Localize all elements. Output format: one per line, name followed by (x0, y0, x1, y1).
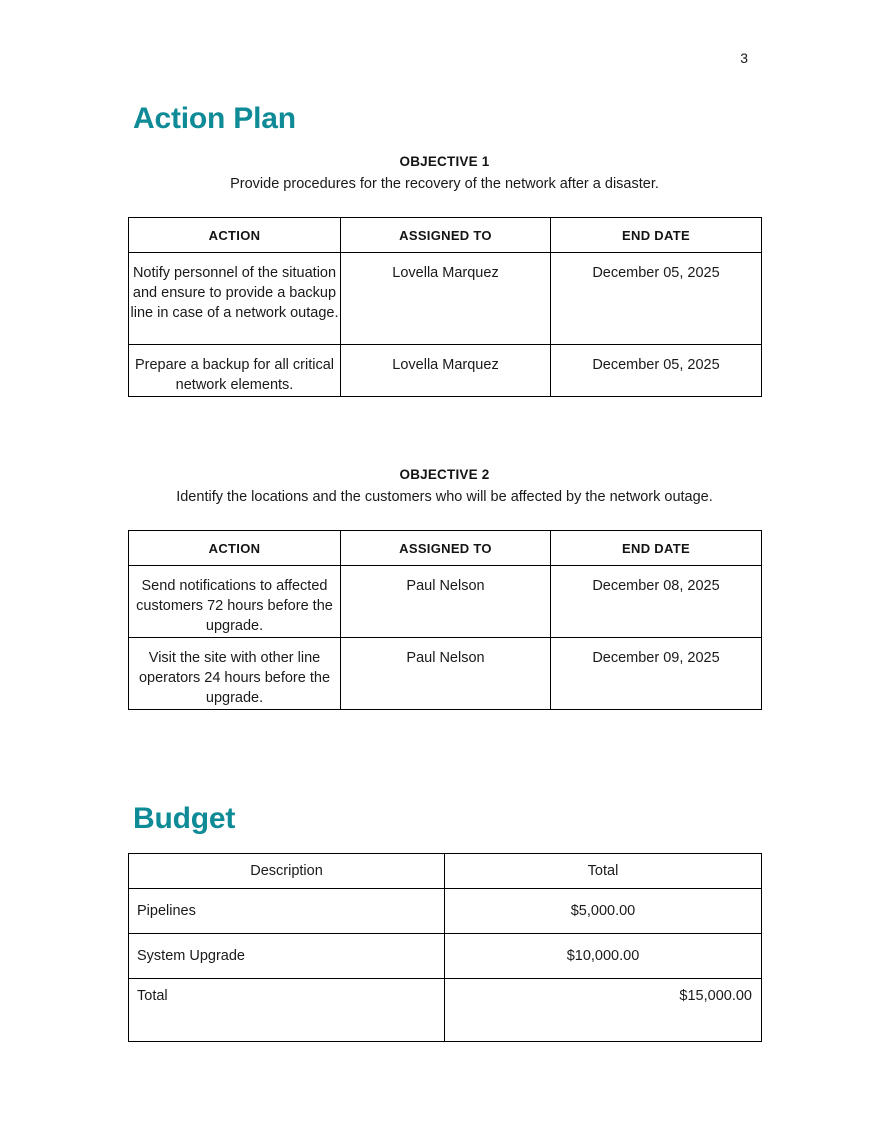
objective-2-description: Identify the locations and the customers who will be affected by the network outage. (176, 489, 713, 505)
cell-action: Send notifications to affected customers 72 hours before the upgrade. (129, 566, 341, 638)
cell-end-date: December 05, 2025 (551, 345, 762, 397)
cell-end-date: December 08, 2025 (551, 566, 762, 638)
column-header-assigned-to: ASSIGNED TO (341, 218, 551, 253)
table-header-row (129, 531, 762, 566)
action-table-objective-1 (128, 217, 762, 397)
table-header-row (129, 218, 762, 253)
table-row (129, 638, 762, 710)
column-header-end-date: END DATE (551, 531, 762, 566)
section-heading-budget: Budget (133, 802, 236, 835)
cell-total: $10,000.00 (445, 934, 762, 979)
cell-grand-total: $15,000.00 (445, 979, 762, 1042)
table-row (129, 934, 762, 979)
table-row (129, 566, 762, 638)
table-row (129, 253, 762, 345)
cell-total-label: Total (129, 979, 445, 1042)
cell-assigned-to: Lovella Marquez (341, 345, 551, 397)
objective-1-title: OBJECTIVE 1 (399, 154, 490, 169)
table-row (129, 889, 762, 934)
table-row (129, 345, 762, 397)
column-header-end-date: END DATE (551, 218, 762, 253)
column-header-action: ACTION (129, 218, 341, 253)
objective-1-block (128, 152, 761, 195)
cell-action: Notify personnel of the situation and ensure to provide a backup line in case of a network outage. (129, 253, 341, 345)
cell-action: Prepare a backup for all critical network elements. (129, 345, 341, 397)
cell-end-date: December 09, 2025 (551, 638, 762, 710)
column-header-description: Description (129, 854, 445, 889)
section-heading-action-plan: Action Plan (133, 102, 296, 135)
budget-table (128, 853, 762, 1042)
cell-description: System Upgrade (129, 934, 445, 979)
table-total-row (129, 979, 762, 1042)
action-table-objective-2 (128, 530, 762, 710)
column-header-action: ACTION (129, 531, 341, 566)
objective-2-title: OBJECTIVE 2 (399, 467, 490, 482)
cell-assigned-to: Lovella Marquez (341, 253, 551, 345)
cell-end-date: December 05, 2025 (551, 253, 762, 345)
objective-2-block (128, 465, 761, 508)
cell-assigned-to: Paul Nelson (341, 638, 551, 710)
objective-1-description: Provide procedures for the recovery of the network after a disaster. (230, 176, 659, 192)
table-header-row (129, 854, 762, 889)
cell-description: Pipelines (129, 889, 445, 934)
column-header-assigned-to: ASSIGNED TO (341, 531, 551, 566)
page-number: 3 (740, 50, 748, 66)
cell-action: Visit the site with other line operators 24 hours before the upgrade. (129, 638, 341, 710)
cell-assigned-to: Paul Nelson (341, 566, 551, 638)
cell-total: $5,000.00 (445, 889, 762, 934)
column-header-total: Total (445, 854, 762, 889)
